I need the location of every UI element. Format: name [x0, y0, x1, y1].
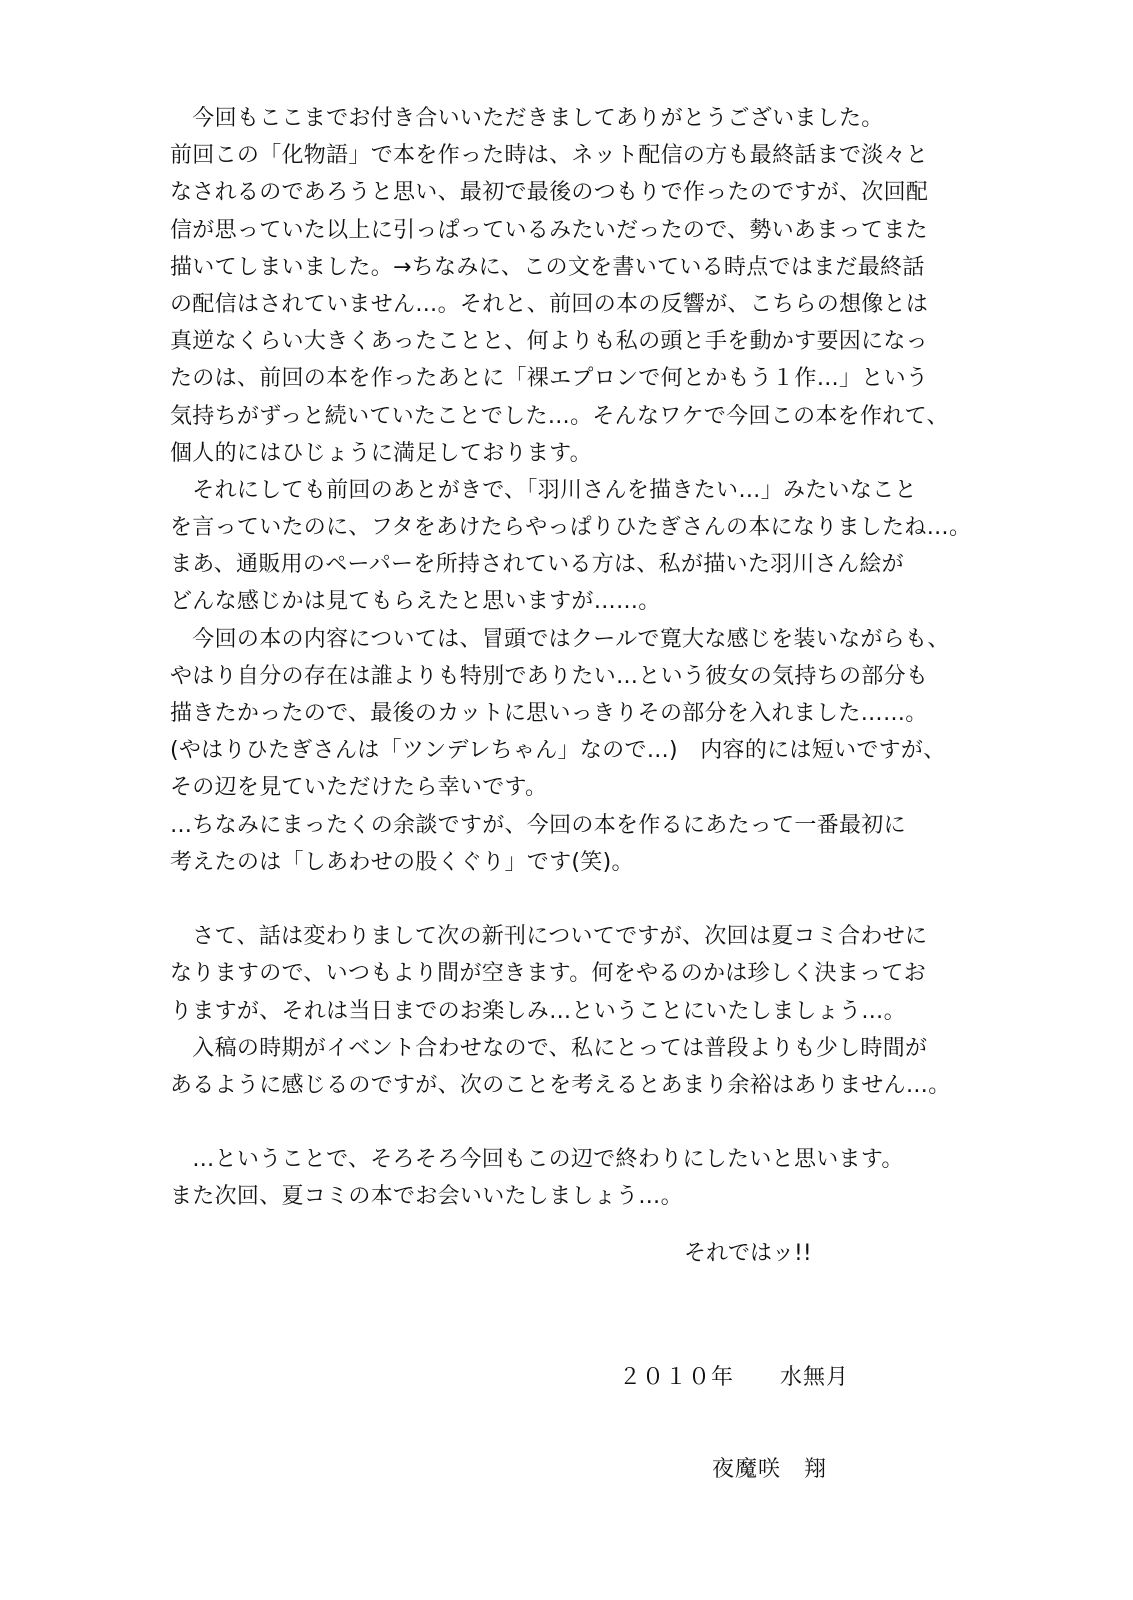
text-line: りますが、それは当日までのお楽しみ…ということにいたしましょう…。: [170, 998, 906, 1024]
text-line: 考えたのは「しあわせの股くぐり」です(笑)。: [170, 849, 634, 875]
text-line: 今回の本の内容については、冒頭ではクールで寛大な感じを装いながらも、: [170, 626, 950, 652]
text-line: 入稿の時期がイベント合わせなので、私にとっては普段よりも少し時間が: [170, 1035, 928, 1061]
text-line: あるように感じるのですが、次のことを考えるとあまり余裕はありません…。: [170, 1072, 951, 1098]
text-line: (やはりひたぎさんは「ツンデレちゃん」なので…) 内容的には短いですが、: [170, 738, 946, 764]
text-line: 気持ちがずっと続いていたことでした…。そんなワケで今回この本を作れて、: [170, 403, 949, 429]
paragraph-gap: [170, 881, 990, 918]
text-line: たのは、前回の本を作ったあとに「裸エプロンで何とかもう１作…」という: [170, 366, 929, 392]
text-line: 信が思っていた以上に引っぱっているみたいだったので、勢いあまってまた: [170, 217, 928, 243]
text-line: なりますので、いつもより間が空きます。何をやるのかは珍しく決まってお: [170, 961, 927, 987]
text-line: 前回この「化物語」で本を作った時は、ネット配信の方も最終話まで淡々と: [170, 143, 929, 169]
text-line: やはり自分の存在は誰よりも特別でありたい…という彼女の気持ちの部分も: [170, 663, 929, 689]
closing-line: それではッ!!: [684, 1241, 812, 1266]
text-line: 描いてしまいました。→ちなみに、この文を書いている時点ではまだ最終話: [170, 254, 925, 280]
afterword-body: [170, 100, 990, 1216]
text-line: まあ、通販用のペーパーを所持されている方は、私が描いた羽川さん絵が: [170, 552, 904, 578]
text-line: それにしても前回のあとがきで、「羽川さんを描きたい…」みたいなこと: [170, 477, 917, 503]
text-line: …ということで、そろそろ今回もこの辺で終わりにしたいと思います。: [170, 1147, 904, 1173]
paragraph-gap: [170, 1104, 990, 1141]
text-line: どんな感じかは見てもらえたと思いますが……。: [170, 589, 661, 615]
text-line: の配信はされていません…。それと、前回の本の反響が、こちらの想像とは: [170, 291, 929, 317]
date-line: ２０１０年 水無月: [619, 1365, 850, 1390]
text-line: なされるのであろうと思い、最初で最後のつもりで作ったのですが、次回配: [170, 180, 929, 206]
text-line: 真逆なくらい大きくあったことと、何よりも私の頭と手を動かす要因になっ: [170, 329, 928, 355]
text-line: 個人的にはひじょうに満足しております。: [170, 440, 592, 466]
author-signature: 夜魔咲 翔: [712, 1457, 828, 1482]
text-line: 今回もここまでお付き合いいただきましてありがとうございました。: [170, 106, 884, 131]
text-line: 描きたかったので、最後のカットに思いっきりその部分を入れました……。: [170, 701, 928, 726]
text-line: また次回、夏コミの本でお会いいたしましょう…。: [170, 1184, 683, 1210]
text-line: その辺を見ていただけたら幸いです。: [170, 775, 548, 801]
text-line: さて、話は変わりまして次の新刊についてですが、次回は夏コミ合わせに: [170, 924, 928, 950]
text-line: を言っていたのに、フタをあけたらやっぱりひたぎさんの本になりましたね…。: [170, 515, 972, 541]
text-line: …ちなみにまったくの余談ですが、今回の本を作るにあたって一番最初に: [170, 812, 906, 838]
